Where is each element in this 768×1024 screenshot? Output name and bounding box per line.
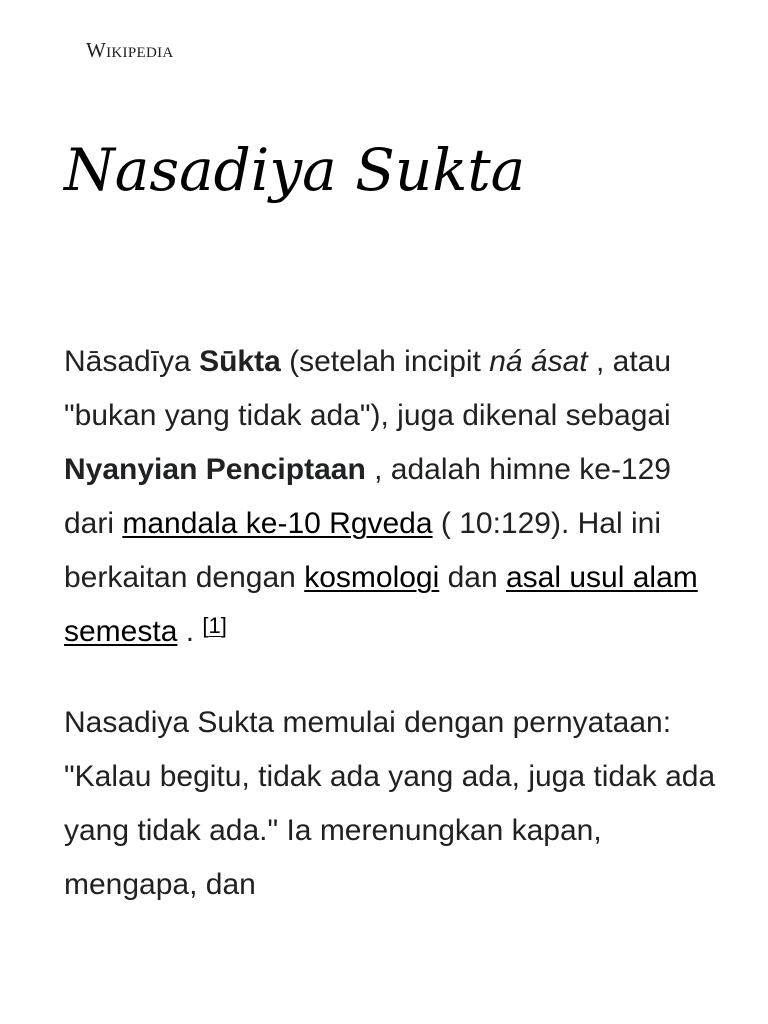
page-title: Nasadiya Sukta [64, 136, 526, 204]
paragraph-second: Nasadiya Sukta memulai dengan pernyataan: "Kalau begitu, tidak ada yang ada, juga tidak ada yang tidak ada." Ia merenungkan kapan, mengapa, dan [64, 706, 716, 901]
intro-text-4: , adalah himne ke-129 dari [64, 453, 671, 540]
intro-text-2: (setelah incipit [280, 345, 490, 378]
ref-bracket-close: ] [220, 613, 227, 638]
intro-text-6: dan [439, 561, 506, 594]
intro-text-7: . [177, 615, 195, 648]
link-kosmologi[interactable]: kosmologi [304, 561, 440, 594]
term-sukta: Sūkta [199, 345, 281, 378]
ref-bracket-open: [ [202, 613, 209, 638]
link-mandala-rgveda[interactable]: mandala ke-10 Rgveda [122, 507, 433, 540]
intro-text-3: , atau "bukan yang tidak ada"), juga dikenal sebagai [64, 345, 672, 432]
reference-link-1[interactable]: 1 [208, 613, 221, 638]
incipit-text: ná ásat [489, 345, 588, 378]
paragraph-intro [64, 335, 724, 659]
reference-marker [202, 615, 227, 637]
article-content [64, 335, 724, 912]
wikipedia-wordmark[interactable]: Wikipedia [86, 38, 174, 62]
intro-text-1: Nāsadīya [64, 345, 200, 378]
link-asal-usul-alam-semesta[interactable]: asal usul alam semesta [64, 561, 698, 648]
term-nyanyian-penciptaan: Nyanyian Penciptaan [64, 453, 366, 486]
intro-text-5: ( 10:129). Hal ini berkaitan dengan [64, 507, 662, 594]
